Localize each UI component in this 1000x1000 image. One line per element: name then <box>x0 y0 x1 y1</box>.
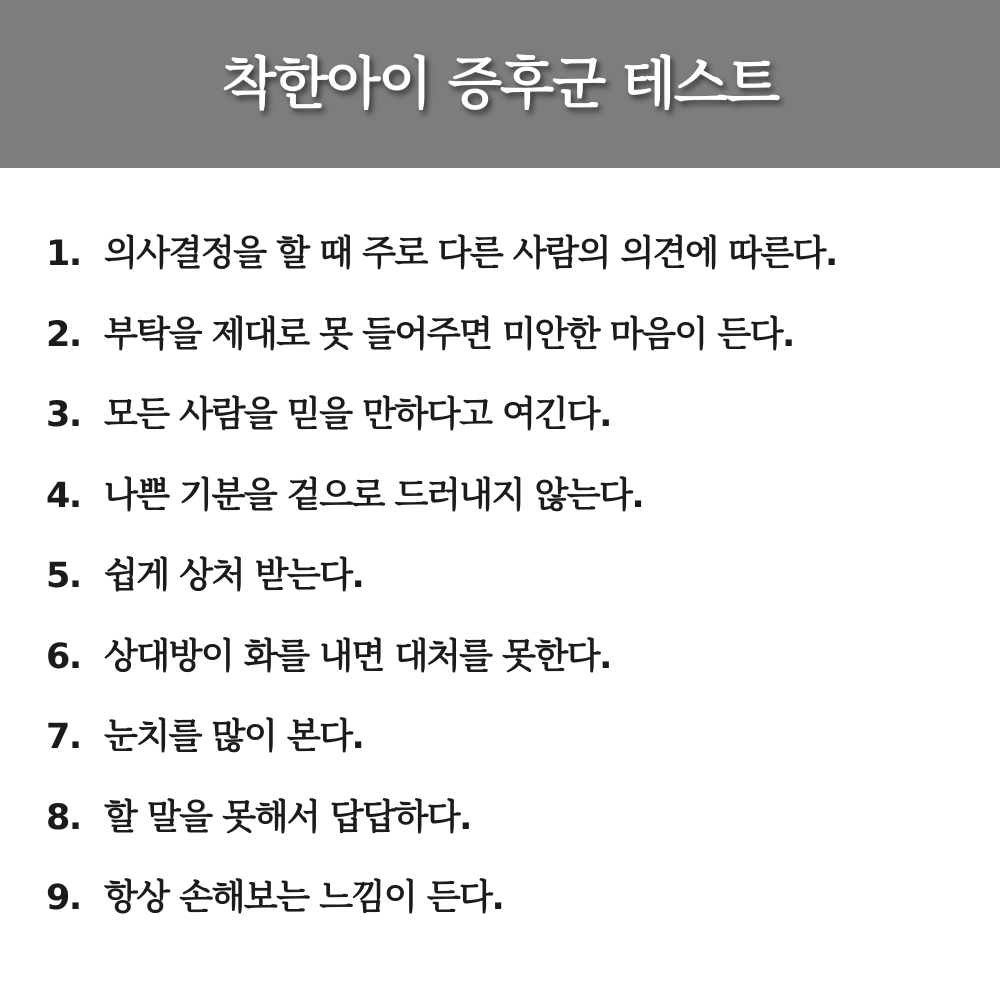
page-title: 착한아이 증후군 테스트 <box>222 52 778 117</box>
item-text: 눈치를 많이 본다. <box>104 717 364 757</box>
list-item <box>46 548 976 629</box>
item-text: 할 말을 못해서 답답하다. <box>104 797 471 838</box>
item-text: 쉽게 상처 받는다. <box>104 556 364 596</box>
list-item <box>46 870 976 951</box>
item-number: 9. <box>46 878 81 918</box>
item-text: 상대방이 화를 내면 대처를 못한다. <box>104 636 611 677</box>
item-number: 4. <box>46 475 81 516</box>
item-number: 7. <box>46 717 81 757</box>
item-text: 항상 손해보는 느낌이 든다. <box>104 878 504 918</box>
list-item <box>46 226 976 307</box>
list-item <box>46 709 976 790</box>
item-number: 5. <box>46 556 81 596</box>
item-text: 의사결정을 할 때 주로 다른 사람의 의견에 따른다. <box>104 234 837 274</box>
item-text: 나쁜 기분을 겉으로 드러내지 않는다. <box>104 475 644 516</box>
item-text: 부탁을 제대로 못 들어주면 미안한 마음이 든다. <box>104 314 794 355</box>
list-item <box>46 790 976 871</box>
title-banner <box>0 0 1000 168</box>
list-item <box>46 468 976 549</box>
item-number: 8. <box>46 797 81 838</box>
list-item <box>46 387 976 468</box>
item-number: 2. <box>46 314 81 355</box>
item-number: 3. <box>46 395 81 435</box>
item-text: 모든 사람을 믿을 만하다고 여긴다. <box>104 395 611 435</box>
item-number: 6. <box>46 636 81 677</box>
question-list <box>46 226 976 951</box>
list-item <box>46 629 976 710</box>
list-item <box>46 307 976 388</box>
item-number: 1. <box>46 234 81 274</box>
